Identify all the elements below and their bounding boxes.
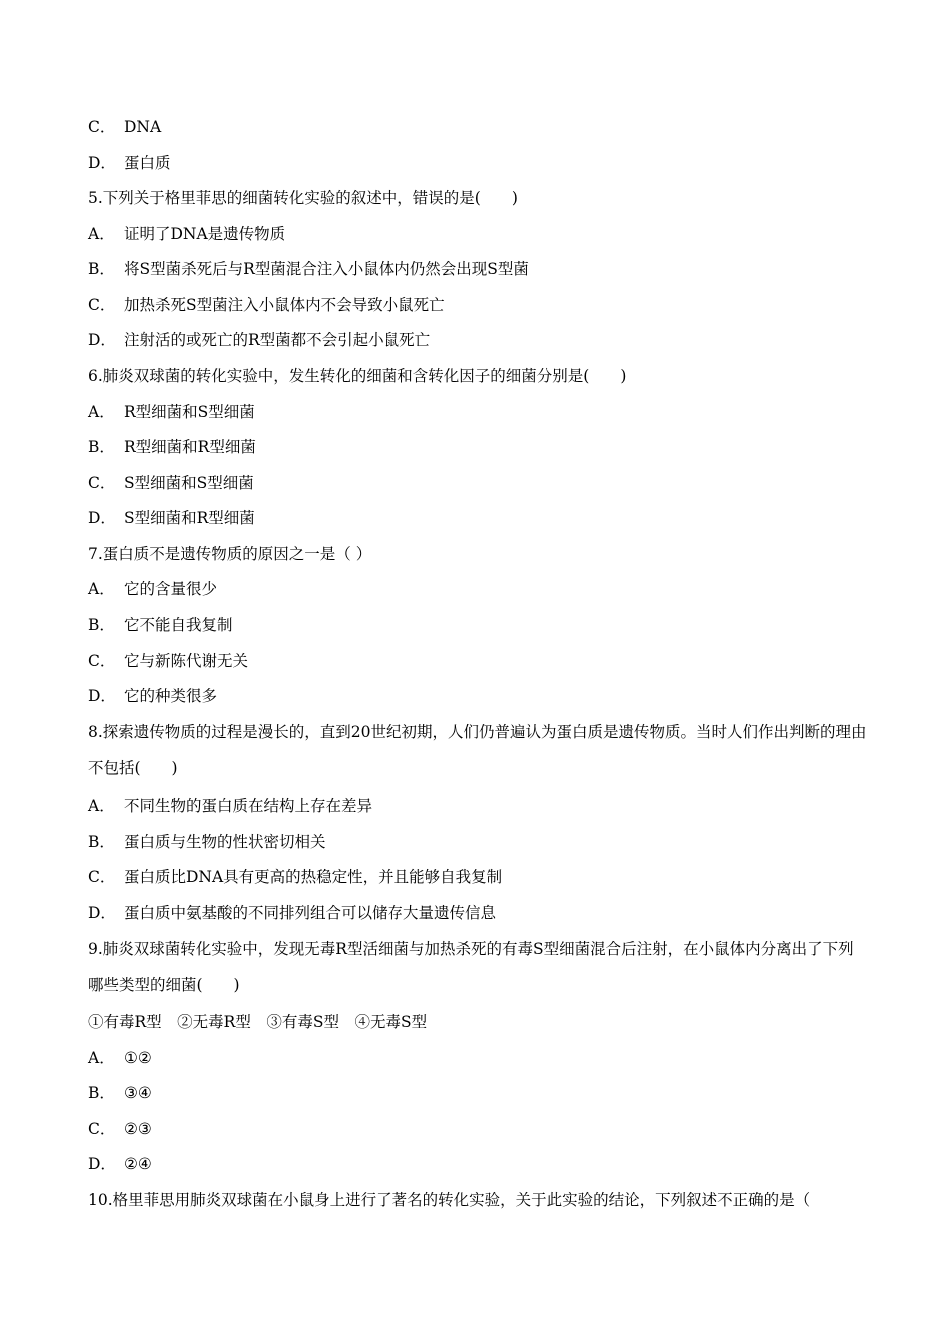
option-q8-d	[88, 903, 868, 923]
option-letter: A．	[88, 1049, 115, 1067]
option-q6-b	[88, 437, 868, 457]
option-text: 注射活的或死亡的R型菌都不会引起小鼠死亡	[124, 331, 431, 349]
option-q9-c	[88, 1119, 868, 1139]
option-text: R型细菌和S型细菌	[124, 403, 255, 421]
option-letter: A．	[88, 403, 115, 421]
option-letter: C．	[88, 474, 116, 492]
option-text: S型细菌和S型细菌	[124, 474, 254, 492]
option-text: 蛋白质比DNA具有更高的热稳定性，并且能够自我复制	[124, 868, 503, 886]
option-text: ②④	[124, 1155, 152, 1173]
option-text: 证明了DNA是遗传物质	[124, 225, 286, 243]
option-letter: A．	[88, 225, 115, 243]
question-9-stem: 9.肺炎双球菌转化实验中，发现无毒R型活细菌与加热杀死的有毒S型细菌混合后注射，在小鼠体内分离出了下列哪些类型的细菌( )	[88, 940, 854, 994]
option-letter: A．	[88, 797, 115, 815]
option-text: 它的种类很多	[124, 687, 218, 705]
option-letter: A．	[88, 580, 115, 598]
option-text: 蛋白质中氨基酸的不同排列组合可以储存大量遗传信息	[124, 904, 497, 922]
option-letter: D．	[88, 331, 116, 349]
option-q8-a	[88, 796, 868, 816]
option-letter: C．	[88, 868, 116, 886]
option-q4-c	[88, 117, 868, 137]
option-text: ③④	[124, 1084, 152, 1102]
option-letter: C．	[88, 296, 116, 314]
option-letter: B．	[88, 438, 115, 456]
option-letter: B．	[88, 260, 115, 278]
option-text: 加热杀死S型菌注入小鼠体内不会导致小鼠死亡	[124, 296, 445, 314]
option-text: DNA	[124, 118, 162, 136]
option-text: 不同生物的蛋白质在结构上存在差异	[124, 797, 373, 815]
option-q6-a	[88, 402, 868, 422]
option-q5-a	[88, 224, 868, 244]
option-letter: D．	[88, 1155, 116, 1173]
option-text: 它与新陈代谢无关	[124, 652, 249, 670]
question-8-stem: 8.探索遗传物质的过程是漫长的，直到20世纪初期，人们仍普遍认为蛋白质是遗传物质。当时人们作出判断的理由不包括( )	[88, 723, 867, 777]
option-letter: B．	[88, 616, 115, 634]
option-q5-d	[88, 330, 868, 350]
option-text: 它不能自我复制	[124, 616, 233, 634]
option-q5-b	[88, 259, 868, 279]
option-q9-d	[88, 1154, 868, 1174]
option-q7-c	[88, 651, 868, 671]
option-q7-b	[88, 615, 868, 635]
option-q9-a	[88, 1048, 868, 1068]
option-letter: D．	[88, 154, 116, 172]
question-5-stem: 5.下列关于格里菲思的细菌转化实验的叙述中，错误的是( )	[88, 189, 518, 207]
option-text: S型细菌和R型细菌	[124, 509, 255, 527]
option-text: ②③	[124, 1120, 152, 1138]
option-q6-d	[88, 508, 868, 528]
option-letter: D．	[88, 509, 116, 527]
option-letter: D．	[88, 687, 116, 705]
option-letter: B．	[88, 833, 115, 851]
option-text: ①②	[124, 1049, 152, 1067]
option-letter: C．	[88, 652, 116, 670]
question-7-stem: 7.蛋白质不是遗传物质的原因之一是（ ）	[88, 545, 372, 563]
option-letter: C．	[88, 1120, 116, 1138]
option-q8-b	[88, 832, 868, 852]
option-letter: B．	[88, 1084, 115, 1102]
option-q8-c	[88, 867, 868, 887]
option-q7-d	[88, 686, 868, 706]
question-10-stem: 10.格里菲思用肺炎双球菌在小鼠身上进行了著名的转化实验，关于此实验的结论，下列叙述不正确的是（	[88, 1191, 811, 1209]
option-text: 它的含量很少	[124, 580, 218, 598]
option-q4-d	[88, 153, 868, 173]
option-q5-c	[88, 295, 868, 315]
option-text: R型细菌和R型细菌	[124, 438, 256, 456]
option-text: 将S型菌杀死后与R型菌混合注入小鼠体内仍然会出现S型菌	[124, 260, 529, 278]
option-q9-b	[88, 1083, 868, 1103]
option-letter: D．	[88, 904, 116, 922]
question-9-choices: ①有毒R型 ②无毒R型 ③有毒S型 ④无毒S型	[88, 1013, 428, 1031]
option-q7-a	[88, 579, 868, 599]
option-q6-c	[88, 473, 868, 493]
option-letter: C．	[88, 118, 116, 136]
question-6-stem: 6.肺炎双球菌的转化实验中，发生转化的细菌和含转化因子的细菌分别是( )	[88, 367, 627, 385]
option-text: 蛋白质	[124, 154, 171, 172]
option-text: 蛋白质与生物的性状密切相关	[124, 833, 326, 851]
